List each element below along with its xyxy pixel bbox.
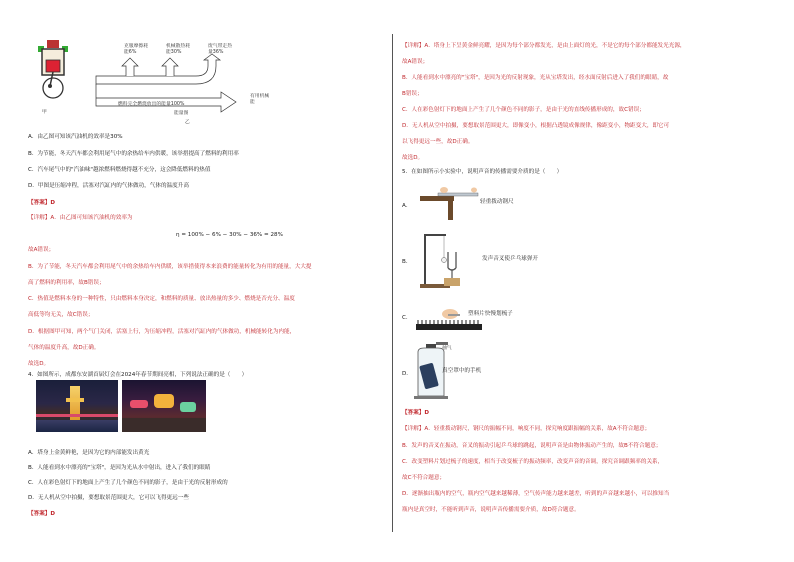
q5-analysis-line: 【详解】A．轻重拨动钢尺，钢尺的振幅不同，响度不同，探究响度跟振幅的关系，故A不符合题意； <box>402 426 651 432</box>
q4-option-b: B．人能看到水中漂亮的"宝塔"，是因为光从水中射出，进入了我们的眼睛 <box>28 465 211 471</box>
q3-analysis-line: B．为了节能，冬天汽车都会利用尾气中的余热给车内供暖，该举措使得本来浪费的能量转化为有用的能量，大大提 <box>28 264 312 270</box>
q5-answer: 【答案】D <box>402 410 430 416</box>
q5-analysis-line: B．发声的音叉在振动，音叉的振动引起乒乓球的跳起，说明声音是由物体振动产生的，故B不符合题意； <box>402 443 662 449</box>
column-divider <box>392 34 393 532</box>
lantern-tower-photo <box>36 380 118 432</box>
q5-analysis-line: 故C不符合题意； <box>402 475 446 481</box>
q5-option-c-label: 塑料片快慢划梳子 <box>468 311 513 317</box>
q4-stem: 4．如图所示，成都东安湖首届灯会在2024年春节期间亮相，下列说法正确的是（ ） <box>28 372 248 378</box>
tuning-fork-figure <box>416 230 476 290</box>
q5-option-a-letter: A． <box>402 203 412 209</box>
q4-analysis-line: B．人能看到水中漂亮的"宝塔"，是因为光的反射现象，光从宝塔发出，经水面反射后进入了我们的眼睛，故 <box>402 75 669 81</box>
q3-analysis-line: 【详解】A．由乙图可知该汽油机的效率为 <box>28 215 133 221</box>
q4-option-a: A．塔身上金黄鲜艳，是因为它的内部能发出黄光 <box>28 450 150 456</box>
q4-analysis-line: C．人在彩色射灯下的地面上产生了几个颜色不同的影子，是由于光的直线传播形成的，故C错误； <box>402 107 645 113</box>
engine-cylinder-figure <box>34 40 74 102</box>
q5-option-d-label: 真空罩中的手机 <box>442 368 482 374</box>
left-column <box>28 0 388 562</box>
q3-option-b: B．为节能，冬天汽车都会利用尾气中的余热给车内供暖，该举措提高了燃料的利用率 <box>28 151 239 157</box>
q3-analysis-line: 故A错误； <box>28 247 55 253</box>
q4-analysis-line: B错误； <box>402 91 423 97</box>
q3-analysis-line: 高了燃料的利用率，故B错误； <box>28 280 105 286</box>
q3-option-a: A．由乙图可知该汽油机的效率是30% <box>28 134 123 140</box>
q3-option-d: D．甲图是压缩冲程，活塞对汽缸内的气体做功，气体的温度升高 <box>28 183 189 189</box>
q5-analysis-line: C．改变塑料片划过梳子的速度，相当于改变梳子的振动频率，改变声音的音调，探究音调跟频率的关系， <box>402 459 664 465</box>
q3-analysis-line: 故选D。 <box>28 361 50 367</box>
q4-analysis-line: 故A错误； <box>402 59 429 65</box>
lantern-festival-aerial-photo <box>122 380 206 432</box>
q4-analysis-line: 故选D。 <box>402 155 424 161</box>
energy-flow-diagram <box>96 58 276 108</box>
figure-yi-label: 乙 <box>185 120 190 125</box>
label-energy-diagram: 能量图 <box>174 111 189 116</box>
q4-analysis-line: 以飞得更远一些，故D正确。 <box>402 139 474 145</box>
q5-option-b-letter: B． <box>402 259 412 265</box>
q4-option-c: C．人在彩色射灯下的地面上产生了几个颜色不同的影子，是由于光的反射形成的 <box>28 480 228 486</box>
q4-answer: 【答案】D <box>28 511 56 517</box>
q3-option-c: C．汽车尾气中的"汽油味"越浓燃料燃烧得越不充分，这会降低燃料的热值 <box>28 167 211 173</box>
q3-efficiency-formula: η = 100% − 6% − 30% − 36% = 28% <box>176 232 283 238</box>
right-column <box>402 0 774 562</box>
label-friction: 克服摩擦耗能6% <box>124 44 148 55</box>
label-mech-loss: 机械散热耗能30% <box>166 44 190 55</box>
q5-analysis-line: 瓶内是真空时，不能听到声音，说明声音传播需要介质，故D符合题意。 <box>402 507 580 513</box>
q3-analysis-line: C．热值是燃料本身的一种特性，只由燃料本身决定，和燃料的质量、放出热量的多少、燃烧是否充分、温度 <box>28 296 295 302</box>
q5-analysis-line: D．逐渐抽出瓶内的空气，瓶内空气越来越稀薄，空气传声能力越来越差，听到的声音越来越小，可以推知当 <box>402 491 670 497</box>
q5-option-c-letter: C． <box>402 315 412 321</box>
q4-analysis-line: D．无人机从空中拍摄，要想取景范围更大，即像变小，根据凸透镜成像规律，像距变小，物距变大，即它可 <box>402 123 670 129</box>
q5-stem: 5．在如图所示小实验中，说明声音的传播需要介质的是（ ） <box>402 169 563 175</box>
pump-label: 抽气 <box>442 346 452 351</box>
q4-analysis-line: 【详解】A．塔身上下呈黄金鲜亮耀，是因为每个部分都发光，是由上面灯的光，不是它的每个部分都能发光光源， <box>402 43 686 49</box>
q3-answer: 【答案】D <box>28 200 56 206</box>
q4-option-d: D．无人机从空中拍摄，要想取景范围更大，它可以飞得更远一些 <box>28 495 189 501</box>
label-exhaust: 废气带走热量36% <box>208 44 232 55</box>
label-fuel-energy: 燃料完全燃烧放出的能量100% <box>118 102 185 107</box>
ruler-on-table-figure <box>420 186 482 220</box>
q5-option-a-label: 轻重拨动钢尺 <box>480 199 514 205</box>
q3-analysis-line: 气体的温度升高，故D正确。 <box>28 345 100 351</box>
q5-option-d-letter: D． <box>402 371 412 377</box>
q3-analysis-line: 高低等均无关，故C错误； <box>28 312 94 318</box>
label-useful-energy: 有用机械能 <box>250 94 270 105</box>
q5-option-b-label: 发声音叉使乒乓球弹开 <box>482 256 538 262</box>
q3-analysis-line: D．根据图甲可知，两个气门关闭，活塞上行，为压缩冲程，活塞对汽缸内的气体做功，机械能转化为内能， <box>28 329 296 335</box>
figure-jia-label: 甲 <box>42 110 47 115</box>
